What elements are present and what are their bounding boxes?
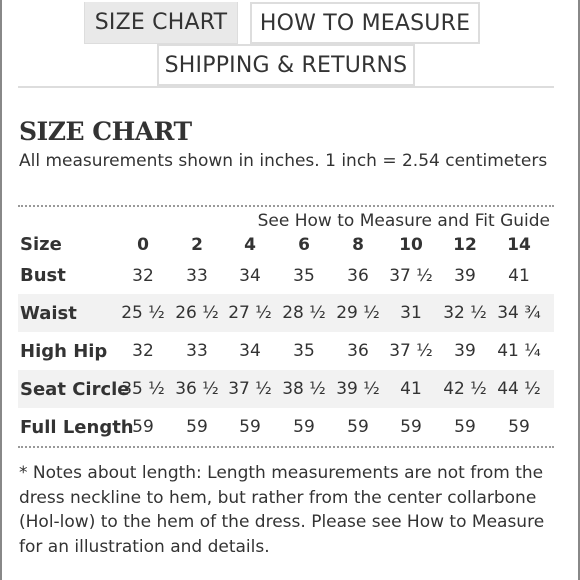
size-column-header: 4 — [244, 234, 256, 255]
table-cell: 39 — [454, 265, 476, 286]
row-label: Waist — [20, 302, 77, 324]
table-cell: 37 ½ — [389, 265, 433, 286]
table-cell: 37 ½ — [228, 379, 272, 399]
table-cell: 41 — [508, 265, 530, 286]
table-cell: 32 ½ — [443, 303, 487, 323]
tab-shipping-returns[interactable]: SHIPPING & RETURNS — [157, 44, 415, 86]
size-column-header: 2 — [191, 234, 203, 255]
table-cell: 44 ½ — [497, 379, 541, 399]
table-cell: 59 — [454, 417, 476, 437]
table-cell: 59 — [239, 417, 261, 437]
dotted-divider-top — [18, 205, 554, 207]
size-column-header: 0 — [137, 234, 149, 255]
table-cell: 37 ½ — [389, 341, 433, 361]
table-cell: 26 ½ — [175, 303, 219, 323]
table-row — [18, 332, 554, 370]
size-column-header: 6 — [298, 234, 310, 255]
table-cell: 31 — [400, 303, 422, 323]
table-cell: 35 — [293, 265, 315, 286]
size-column-header: 14 — [507, 234, 531, 255]
table-cell: 59 — [132, 417, 154, 437]
table-cell: 25 ½ — [121, 303, 165, 323]
page-subtitle: All measurements shown in inches. 1 inch = 2.54 centimeters — [19, 151, 548, 171]
row-label: Seat Circle — [20, 378, 130, 400]
tabs-divider — [18, 86, 554, 88]
table-cell: 41 — [400, 379, 422, 399]
table-cell: 36 ½ — [175, 379, 219, 399]
table-row — [18, 370, 554, 408]
table-cell: 59 — [347, 417, 369, 437]
table-cell: 59 — [186, 417, 208, 437]
table-cell: 33 — [186, 341, 208, 361]
table-row — [18, 294, 554, 332]
size-column-header: 8 — [352, 234, 364, 255]
table-row — [18, 257, 554, 294]
table-cell: 59 — [400, 417, 422, 437]
table-cell: 33 — [186, 265, 208, 286]
size-column-header: 10 — [399, 234, 423, 255]
size-column-header: 12 — [453, 234, 477, 255]
table-cell: 39 — [454, 341, 476, 361]
table-cell: 34 — [239, 265, 261, 286]
table-cell: 32 — [132, 341, 154, 361]
table-cell: 38 ½ — [282, 379, 326, 399]
table-cell: 59 — [293, 417, 315, 437]
page-left-edge — [0, 0, 2, 580]
table-cell: 59 — [508, 417, 530, 437]
table-cell: 41 ¼ — [497, 341, 541, 361]
table-cell: 39 ½ — [336, 379, 380, 399]
table-header-label: Size — [20, 234, 62, 255]
table-cell: 42 ½ — [443, 379, 487, 399]
row-label: High Hip — [20, 340, 108, 362]
table-cell: 34 ¾ — [497, 303, 541, 323]
table-cell: 28 ½ — [282, 303, 326, 323]
table-header-row — [18, 230, 554, 259]
table-cell: 36 — [347, 341, 369, 361]
table-cell: 35 — [293, 341, 315, 361]
table-cell: 36 — [347, 265, 369, 286]
tab-how-to-measure[interactable]: HOW TO MEASURE — [250, 2, 480, 44]
table-cell: 27 ½ — [228, 303, 272, 323]
table-cell: 34 — [239, 341, 261, 361]
row-label: Full Length — [20, 416, 134, 438]
row-label: Bust — [20, 265, 66, 286]
table-cell: 32 — [132, 265, 154, 286]
page-title: SIZE CHART — [19, 117, 192, 146]
tab-size-chart[interactable]: SIZE CHART — [84, 2, 238, 44]
dotted-divider-bottom — [18, 446, 554, 448]
table-cell: 35 ½ — [121, 379, 165, 399]
fit-guide-link[interactable]: See How to Measure and Fit Guide — [257, 211, 550, 231]
table-row — [18, 408, 554, 446]
length-notes: * Notes about length: Length measurements are not from the dress neckline to hem, but rather from the center collarbone (Hol-low) to the hem of the dress. Please see How to Measure for an illustration and details. — [19, 463, 545, 557]
table-cell: 29 ½ — [336, 303, 380, 323]
